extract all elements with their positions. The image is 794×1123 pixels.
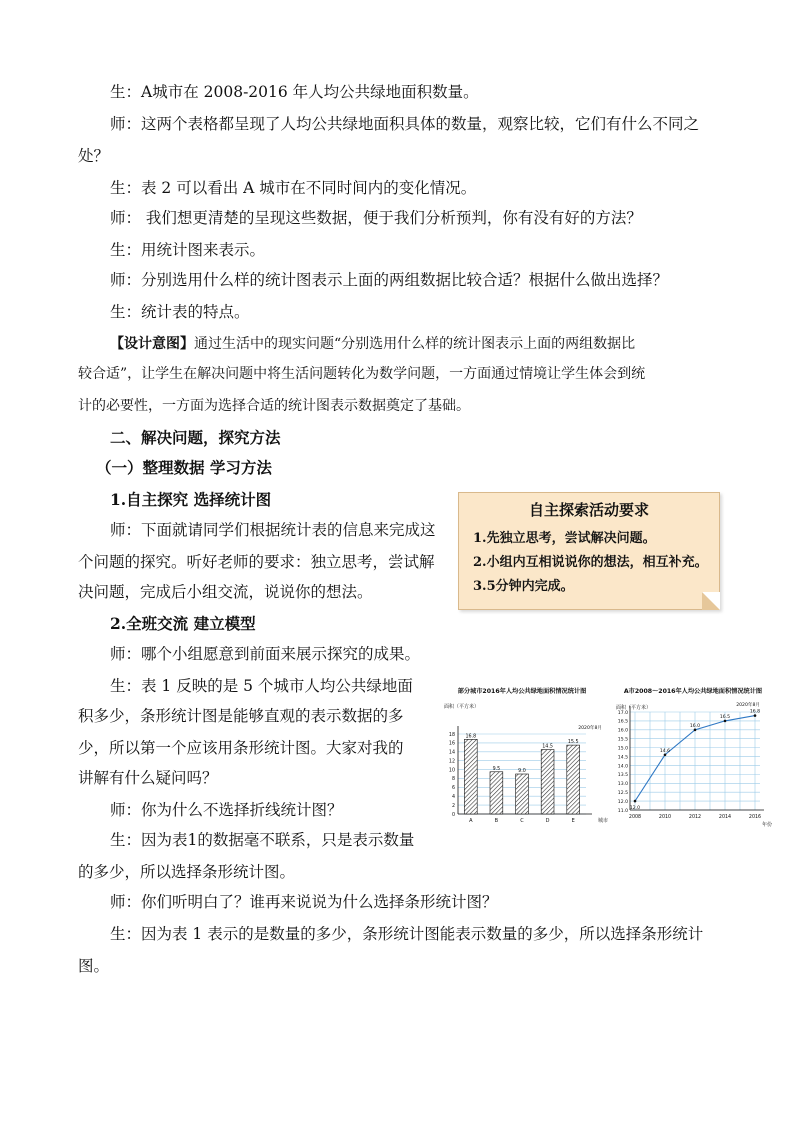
heading-class-exchange: 2.全班交流 建立模型 <box>110 614 256 633</box>
heading-self-explore: 1.自主探究 选择统计图 <box>110 490 272 509</box>
bar-chart-title: 部分城市2016年人均公共绿地面积情况统计图 <box>457 688 587 695</box>
design-intent-line-2: 较合适”，让学生在解决问题中将生活问题转化为数学问题，一方面通过情境让学生体会到统 <box>78 366 646 382</box>
bar-chart-ytick: 6 <box>451 786 455 792</box>
line-chart-x-label: 2008 <box>628 815 642 820</box>
section2-line-6: 师：你为什么不选择折线统计图？ <box>110 801 343 819</box>
bar-chart-value-label: 16.8 <box>465 734 477 740</box>
line-chart-point <box>634 800 637 803</box>
activity-card-item-1: 1.先独立思考，尝试解决问题。 <box>473 531 656 546</box>
section2-line-8: 的多少，所以选择条形统计图。 <box>78 863 296 881</box>
bar-chart-value-label: 14.5 <box>542 744 553 750</box>
bar-chart-ytick: 0 <box>451 812 455 818</box>
bar-chart-bar <box>541 750 554 814</box>
line-chart-ytick: 16.0 <box>617 728 628 734</box>
activity-card-title: 自主探索活动要求 <box>528 501 649 519</box>
bar-chart-ytick: 4 <box>451 795 455 801</box>
line-chart-date: 2020年8月 <box>736 703 760 708</box>
design-intent-label: 【设计意图】 <box>110 336 194 352</box>
paragraph-2: 师：这两个表格都呈现了人均公共绿地面积具体的数量，观察比较，它们有什么不同之 <box>110 115 700 133</box>
design-intent-line-3: 计的必要性，一方面为选择合适的统计图表示数据奠定了基础。 <box>78 398 470 414</box>
line-chart-ytick: 16.5 <box>617 719 628 725</box>
bar-chart-bar <box>567 745 580 814</box>
bar-chart-category-label: A <box>469 818 473 824</box>
bar-chart-container <box>436 682 608 830</box>
design-intent-line-1 <box>110 334 635 354</box>
paragraph-5: 生：用统计图来表示。 <box>110 241 266 259</box>
activity-card-item-2: 2.小组内互相说说你的想法，相互补充。 <box>473 555 708 570</box>
line-chart-ytick: 15.0 <box>617 746 628 752</box>
bar-chart-ytick: 2 <box>451 803 455 809</box>
bar-chart-value-label: 9.0 <box>518 769 526 774</box>
bar-chart-category-label: E <box>571 818 575 824</box>
paragraph-7: 生：统计表的特点。 <box>110 303 250 321</box>
bar-chart <box>436 682 608 830</box>
card-page-curl <box>702 592 720 610</box>
section2-line-3: 积多少，条形统计图是能够直观的表示数据的多 <box>78 707 404 725</box>
paragraph-1: 生：A城市在 2008-2016 年人均公共绿地面积数量。 <box>110 83 479 101</box>
section2-line-11: 图。 <box>78 957 110 975</box>
line-chart-x-label: 2010 <box>658 815 672 820</box>
section2-line-10: 生：因为表 1 表示的是数量的多少，条形统计图能表示数量的多少，所以选择条形统计 <box>110 925 704 943</box>
bar-chart-ytick: 8 <box>451 777 455 783</box>
bar-chart-category-label: D <box>545 818 550 824</box>
line-chart-value-label: 12.0 <box>629 806 641 812</box>
bar-chart-bar <box>516 774 529 814</box>
line-chart-ylabel: 面积（平方米） <box>616 705 652 711</box>
line-chart-ytick: 13.0 <box>617 782 628 788</box>
line-chart-point <box>694 729 697 732</box>
section2-line-2: 生：表 1 反映的是 5 个城市人均公共绿地面 <box>110 677 413 695</box>
bar-chart-ytick: 12 <box>448 759 455 765</box>
line-chart-value-label: 16.0 <box>689 723 701 729</box>
line-chart-point <box>724 720 727 723</box>
line-chart-ytick: 15.5 <box>617 737 628 743</box>
bar-chart-ytick: 18 <box>448 732 455 738</box>
line-chart-ytick: 11.0 <box>617 808 628 814</box>
section2-line-1: 师：哪个小组愿意到前面来展示探究的成果。 <box>110 645 421 663</box>
section1-line-1: 师：下面就请同学们根据统计表的信息来完成这 <box>110 521 436 539</box>
line-chart-ytick: 17.0 <box>617 710 628 716</box>
bar-chart-category-label: B <box>494 818 499 824</box>
design-intent-text-1: 通过生活中的现实问题“分别选用什么样的统计图表示上面的两组数据比 <box>194 336 636 352</box>
paragraph-6: 师：分别选用什么样的统计图表示上面的两组数据比较合适？根据什么做出选择？ <box>110 271 669 289</box>
line-chart-value-label: 14.6 <box>659 748 671 754</box>
line-chart-value-label: 16.8 <box>749 709 761 715</box>
line-chart-title: A市2008～2016年人均公共绿地面积情况统计图 <box>623 688 763 695</box>
bar-chart-value-label: 9.5 <box>492 766 501 772</box>
activity-requirements-card <box>458 492 720 610</box>
bar-chart-ytick: 10 <box>448 768 455 774</box>
heading-organize-data: （一）整理数据 学习方法 <box>96 458 272 477</box>
section2-line-9: 师：你们听明白了？谁再来说说为什么选择条形统计图？ <box>110 893 498 911</box>
paragraph-2-cont: 处？ <box>78 147 110 165</box>
bar-chart-category-label: C <box>520 818 524 824</box>
bar-chart-date: 2020年8月 <box>578 726 602 731</box>
bar-chart-bar <box>464 739 477 814</box>
line-chart-x-label: 2014 <box>718 815 732 820</box>
line-chart-xlabel: 年份 <box>762 822 773 828</box>
bar-chart-ytick: 16 <box>448 741 455 747</box>
section2-line-4: 少，所以第一个应该用条形统计图。大家对我的 <box>78 739 404 757</box>
paragraph-3: 生：表 2 可以看出 A 城市在不同时间内的变化情况。 <box>110 179 477 197</box>
heading-solve-problem: 二、解决问题，探究方法 <box>110 428 281 447</box>
line-chart-x-label: 2016 <box>748 815 762 820</box>
bar-chart-value-label: 15.5 <box>567 740 579 746</box>
line-chart-value-label: 16.5 <box>719 714 731 720</box>
line-chart-ytick: 14.5 <box>617 755 628 761</box>
paragraph-4: 师： 我们想更清楚的呈现这些数据，便于我们分析预判，你有没有好的方法？ <box>110 209 642 227</box>
section1-line-2: 个问题的探究。听好老师的要求：独立思考，尝试解 <box>78 553 435 571</box>
line-chart <box>612 682 774 832</box>
line-chart-ytick: 14.0 <box>617 764 628 770</box>
line-chart-ytick: 13.5 <box>617 773 628 779</box>
bar-chart-xlabel: 城市 <box>598 818 608 824</box>
section1-line-3: 决问题，完成后小组交流，说说你的想法。 <box>78 583 373 601</box>
bar-chart-ytick: 14 <box>448 750 455 756</box>
line-chart-ytick: 12.5 <box>617 790 628 796</box>
line-chart-x-label: 2012 <box>688 815 702 820</box>
section2-line-7: 生：因为表1的数据毫不联系，只是表示数量 <box>110 831 415 849</box>
line-chart-point <box>664 753 667 756</box>
line-chart-ytick: 12.0 <box>617 799 628 805</box>
line-chart-point <box>754 714 757 717</box>
section2-line-5: 讲解有什么疑问吗？ <box>78 769 218 787</box>
activity-card-item-3: 3.5分钟内完成。 <box>473 579 574 594</box>
bar-chart-ylabel: 面积（平方米） <box>444 704 480 710</box>
bar-chart-bar <box>490 772 503 814</box>
line-chart-container <box>612 682 774 832</box>
